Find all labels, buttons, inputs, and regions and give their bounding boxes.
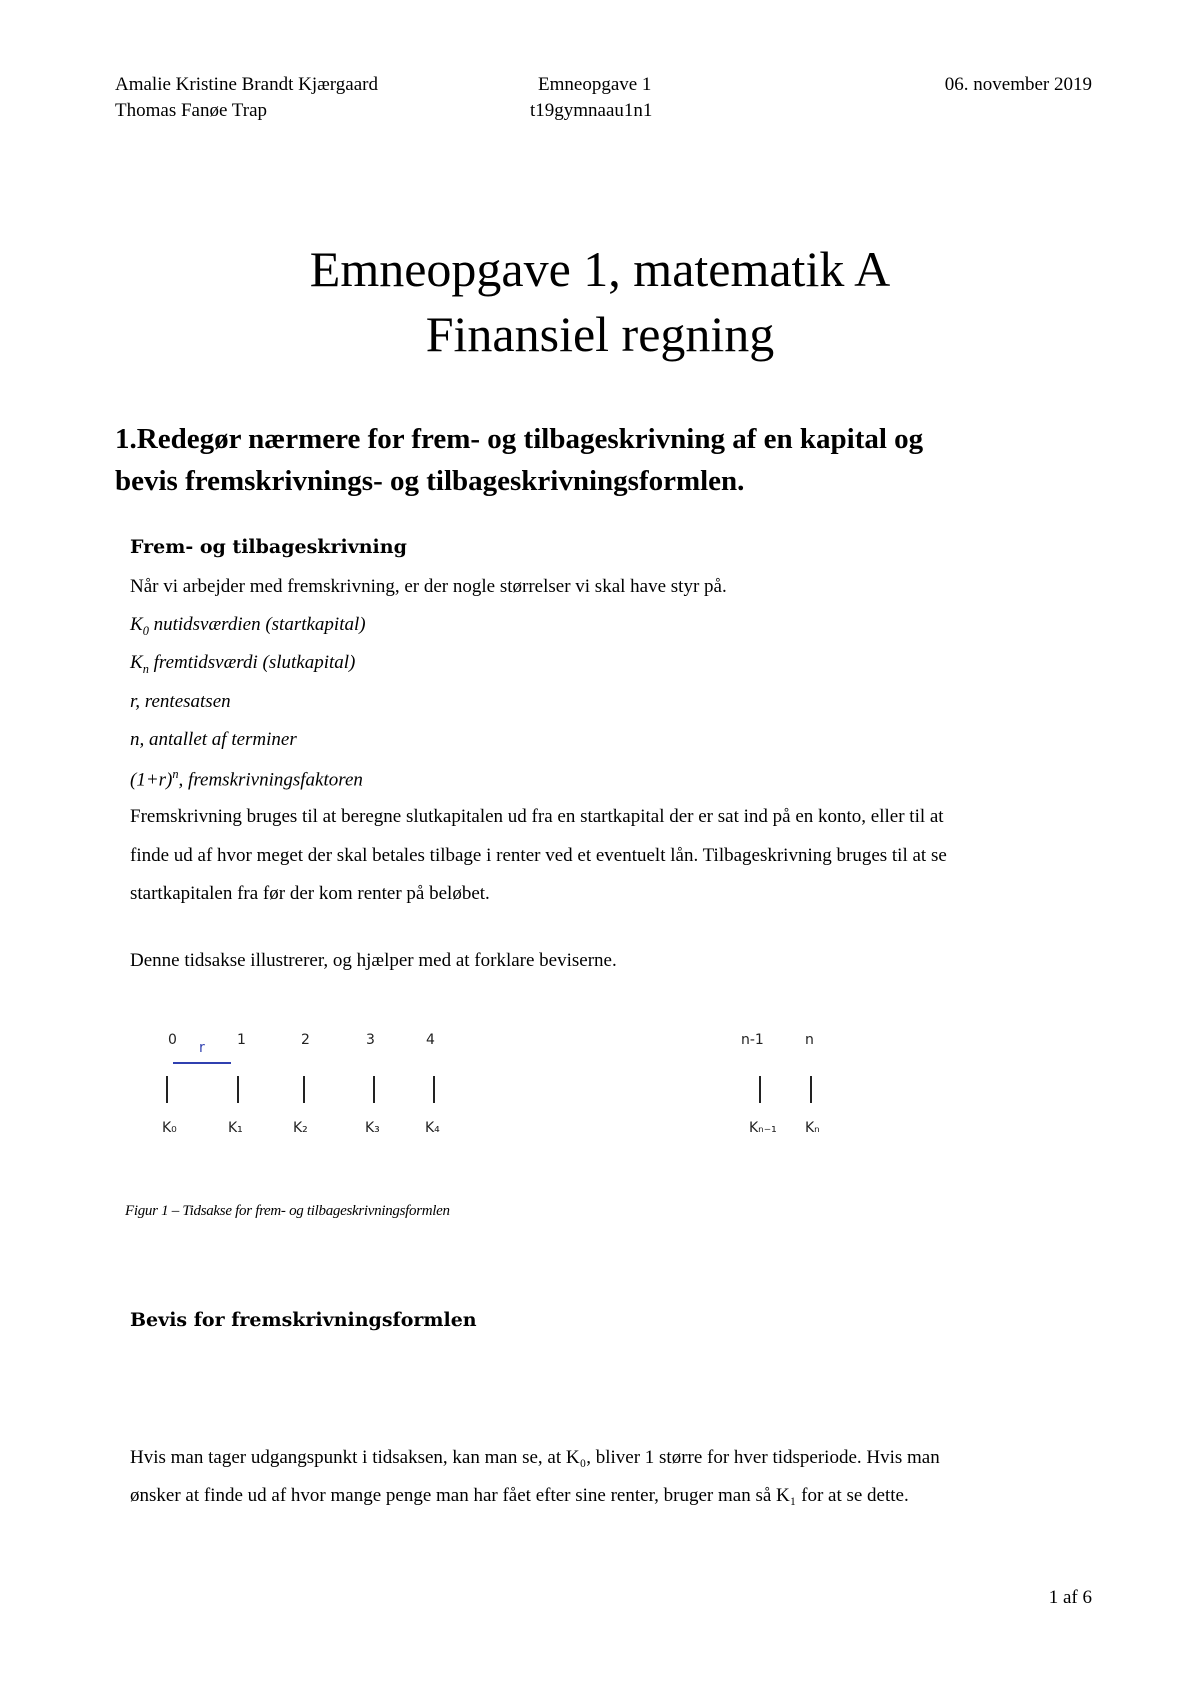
section-heading-line-2: bevis fremskrivnings- og tilbageskrivningsformlen. xyxy=(115,465,745,497)
proof-paragraph-line-2: ønsker at finde ud af hvor mange penge man har fået efter sine renter, bruger man så K₁ for at se dette. xyxy=(130,1485,909,1506)
timeline-bottom-label: K₁ xyxy=(228,1120,243,1136)
timeline-bottom-label: Kₙ xyxy=(805,1120,820,1136)
section-heading-line-1: 1.Redegør nærmere for frem- og tilbageskrivning af en kapital og xyxy=(115,423,924,455)
timeline-figure xyxy=(0,1020,1200,1140)
timeline-rate-label: r xyxy=(199,1040,205,1056)
definition-k0: $K_0$ nutidsværdien (startkapital) xyxy=(130,614,366,638)
timeline-top-label: 2 xyxy=(301,1032,310,1048)
proof-heading: Bevis for fremskrivningsformlen xyxy=(130,1309,477,1331)
timeline-top-label: 4 xyxy=(426,1032,435,1048)
timeline-top-label: 1 xyxy=(237,1032,246,1048)
page-title-line-1: Emneopgave 1, matematik A xyxy=(309,241,891,297)
paragraph-line-1: Fremskrivning bruges til at beregne slutkapitalen ud fra en startkapital der er sat ind på en konto, eller til at xyxy=(130,806,944,827)
timeline-tick xyxy=(759,1076,761,1103)
definition-kn: $K_n$ fremtidsværdi (slutkapital) xyxy=(130,652,356,676)
definition-n: n, antallet af terminer xyxy=(130,729,297,750)
proof-paragraph-line-1: Hvis man tager udgangspunkt i tidsaksen, kan man se, at K₀, bliver 1 større for hver tidsperiode. Hvis man xyxy=(130,1447,940,1468)
definition-r: r, rentesatsen xyxy=(130,691,231,712)
page-title-line-2: Finansiel regning xyxy=(425,306,775,362)
subsection-heading: Frem- og tilbageskrivning xyxy=(130,536,407,558)
timeline-bottom-label: K₂ xyxy=(293,1120,308,1136)
timeline-tick xyxy=(433,1076,435,1103)
header-date: 06. november 2019 xyxy=(944,74,1092,95)
header-author-1: Amalie Kristine Brandt Kjærgaard xyxy=(115,74,378,95)
timeline-top-label: 0 xyxy=(168,1032,177,1048)
timeline-bottom-label: K₄ xyxy=(425,1120,440,1136)
timeline-rate-line xyxy=(173,1062,231,1064)
paragraph-line-3: startkapitalen fra før der kom renter på beløbet. xyxy=(130,883,490,904)
paragraph-line-2: finde ud af hvor meget der skal betales tilbage i renter ved et eventuelt lån. Tilbageskrivning bruges til at se xyxy=(130,845,947,866)
page-number: 1 af 6 xyxy=(1048,1587,1092,1608)
timeline-top-label: 3 xyxy=(366,1032,375,1048)
axis-intro: Denne tidsakse illustrerer, og hjælper med at forklare beviserne. xyxy=(130,950,617,971)
definition-factor: $(1+r)^n$, fremskrivningsfaktoren xyxy=(130,767,363,791)
header-author-2: Thomas Fanøe Trap xyxy=(115,100,267,121)
timeline-tick xyxy=(166,1076,168,1103)
header-class: t19gymnaau1n1 xyxy=(530,100,653,121)
timeline-tick xyxy=(237,1076,239,1103)
timeline-bottom-label: K₀ xyxy=(162,1120,177,1136)
timeline-bottom-label: K₃ xyxy=(365,1120,380,1136)
figure-caption: Figur 1 – Tidsakse for frem- og tilbageskrivningsformlen xyxy=(125,1203,450,1219)
timeline-tick xyxy=(373,1076,375,1103)
timeline-top-label: n-1 xyxy=(741,1032,764,1048)
intro-text: Når vi arbejder med fremskrivning, er der nogle størrelser vi skal have styr på. xyxy=(130,576,727,597)
timeline-tick xyxy=(810,1076,812,1103)
timeline-top-label: n xyxy=(805,1032,814,1048)
timeline-bottom-label: Kₙ₋₁ xyxy=(749,1120,777,1136)
timeline-tick xyxy=(303,1076,305,1103)
header-course: Emneopgave 1 xyxy=(538,74,652,95)
